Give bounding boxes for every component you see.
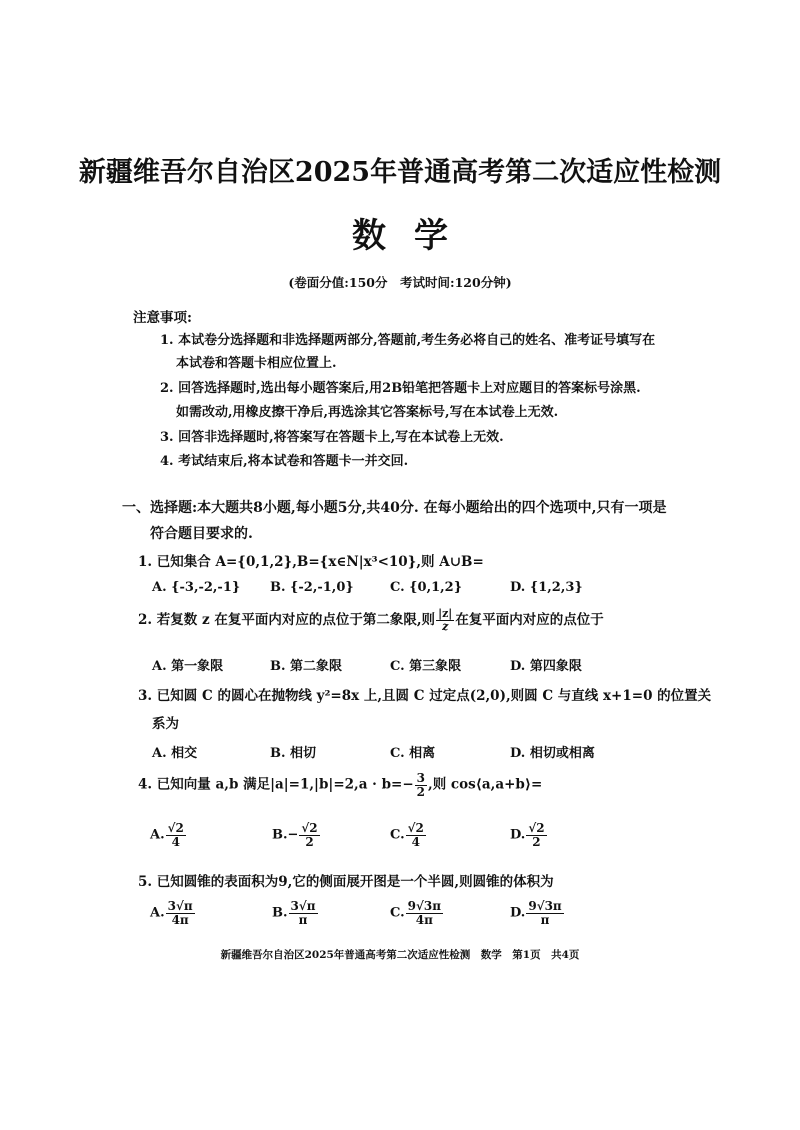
section-heading-cont: 符合题目要求的. [150, 526, 253, 542]
page-title: 新疆维吾尔自治区2025年普通高考第二次适应性检测 [78, 157, 722, 188]
q4-option-c [390, 822, 427, 848]
q3-option-c: C. 相离 [390, 746, 436, 761]
q3-option-d: D. 相切或相离 [510, 746, 595, 761]
page-footer: 新疆维吾尔自治区2025年普通高考第二次适应性检测 数学 第1页 共4页 [220, 949, 580, 961]
q1-option-a: A. {-3,-2,-1} [152, 580, 241, 595]
note-line: 3. 回答非选择题时,将答案写在答题卡上,写在本试卷上无效. [160, 430, 504, 445]
q4-option-b [272, 822, 321, 848]
q5-option-a [150, 900, 196, 926]
q2-frac-num: |z| [438, 607, 453, 621]
q1-option-b: B. {-2,-1,0} [270, 580, 354, 595]
q4-fraction [415, 772, 427, 798]
q2-option-a: A. 第一象限 [152, 659, 224, 674]
note-line: 1. 本试卷分选择题和非选择题两部分,答题前,考生务必将自己的姓名、准考证号填写在 [160, 333, 656, 348]
q4-option-b-den: 2 [305, 834, 314, 849]
notes-heading: 注意事项: [133, 310, 192, 326]
q4-option-b-num: √2 [301, 821, 318, 835]
q5-option-d [510, 900, 565, 926]
q5-option-a-den: 4π [171, 912, 189, 927]
note-line: 本试卷和答题卡相应位置上. [176, 356, 337, 371]
q5-option-c-den: 4π [415, 912, 433, 927]
q5-option-c [390, 900, 444, 926]
q4-option-a-den: 4 [171, 834, 180, 849]
q4-option-c-label: C. [390, 827, 405, 843]
q2-fraction [436, 608, 454, 632]
question-3-stem-cont: 系为 [152, 716, 179, 732]
q5-option-a-num: 3√π [167, 899, 193, 913]
note-line: 4. 考试结束后,将本试卷和答题卡一并交回. [160, 454, 409, 469]
q4-stem-post: ,则 cos⟨a,a+b⟩= [428, 776, 543, 793]
q4-option-c-num: √2 [407, 821, 424, 835]
q3-option-a: A. 相交 [152, 746, 198, 761]
q5-option-b-den: π [298, 912, 308, 927]
exam-meta: (卷面分值:150分 考试时间:120分钟) [288, 275, 512, 290]
q4-option-d-den: 2 [532, 834, 541, 849]
note-line: 如需改动,用橡皮擦干净后,再选涂其它答案标号,写在本试卷上无效. [176, 405, 559, 420]
q4-option-d-fraction [526, 822, 546, 848]
question-3-stem: 3. 已知圆 C 的圆心在抛物线 y²=8x 上,且圆 C 过定点(2,0),则圆 C 与直线 x+1=0 的位置关 [138, 688, 712, 704]
q5-option-c-label: C. [390, 905, 405, 921]
q4-option-c-fraction [406, 822, 426, 848]
q4-option-c-den: 4 [411, 834, 420, 849]
q2-option-d: D. 第四象限 [510, 659, 582, 674]
question-5-stem: 5. 已知圆锥的表面积为9,它的侧面展开图是一个半圆,则圆锥的体积为 [138, 874, 554, 890]
question-4-stem [138, 772, 542, 798]
q5-option-d-den: π [540, 912, 550, 927]
section-heading: 一、选择题:本大题共8小题,每小题5分,共40分. 在每小题给出的四个选项中,只有一项是 [122, 500, 667, 516]
q4-option-a [150, 822, 187, 848]
q5-option-d-fraction [526, 900, 563, 926]
question-1-stem: 1. 已知集合 A={0,1,2},B={x∈N|x³<10},则 A∪B= [138, 554, 484, 570]
q3-option-b: B. 相切 [270, 746, 317, 761]
q5-option-c-num: 9√3π [407, 899, 442, 913]
q4-frac-den: 2 [416, 784, 425, 799]
q4-option-a-num: √2 [167, 821, 184, 835]
q2-frac-den: z [442, 620, 449, 633]
q5-option-d-num: 9√3π [528, 899, 562, 913]
note-line: 2. 回答选择题时,选出每小题答案后,用2B铅笔把答题卡上对应题目的答案标号涂黑. [160, 381, 641, 396]
q2-stem-post: 在复平面内对应的点位于 [455, 612, 604, 628]
q4-frac-num: 3 [416, 771, 425, 785]
q5-option-b-label: B. [272, 905, 288, 921]
q2-stem-pre: 2. 若复数 z 在复平面内对应的点位于第二象限,则 [138, 612, 436, 628]
q4-option-d [510, 822, 548, 848]
q4-option-d-label: D. [510, 827, 526, 843]
q1-option-d: D. {1,2,3} [510, 580, 583, 595]
question-2-stem [138, 608, 604, 633]
q4-stem-pre: 4. 已知向量 a,b 满足|a|=1,|b|=2,a · b=− [138, 776, 414, 793]
q5-option-b [272, 900, 319, 926]
q1-option-c: C. {0,1,2} [390, 580, 463, 595]
q4-option-a-label: A. [150, 827, 165, 843]
q5-option-b-num: 3√π [290, 899, 316, 913]
subject-title: 数学 [352, 216, 476, 256]
q2-option-c: C. 第三象限 [390, 659, 462, 674]
q4-option-d-num: √2 [528, 821, 545, 835]
q5-option-a-fraction [166, 900, 195, 926]
q4-option-b-sign: − [287, 827, 299, 843]
q4-option-a-fraction [166, 822, 186, 848]
q4-option-b-fraction [299, 822, 319, 848]
q5-option-d-label: D. [510, 905, 526, 921]
q4-option-b-label: B. [272, 827, 288, 843]
q5-option-c-fraction [406, 900, 443, 926]
q2-option-b: B. 第二象限 [270, 659, 343, 674]
q5-option-a-label: A. [150, 905, 165, 921]
q5-option-b-fraction [289, 900, 318, 926]
